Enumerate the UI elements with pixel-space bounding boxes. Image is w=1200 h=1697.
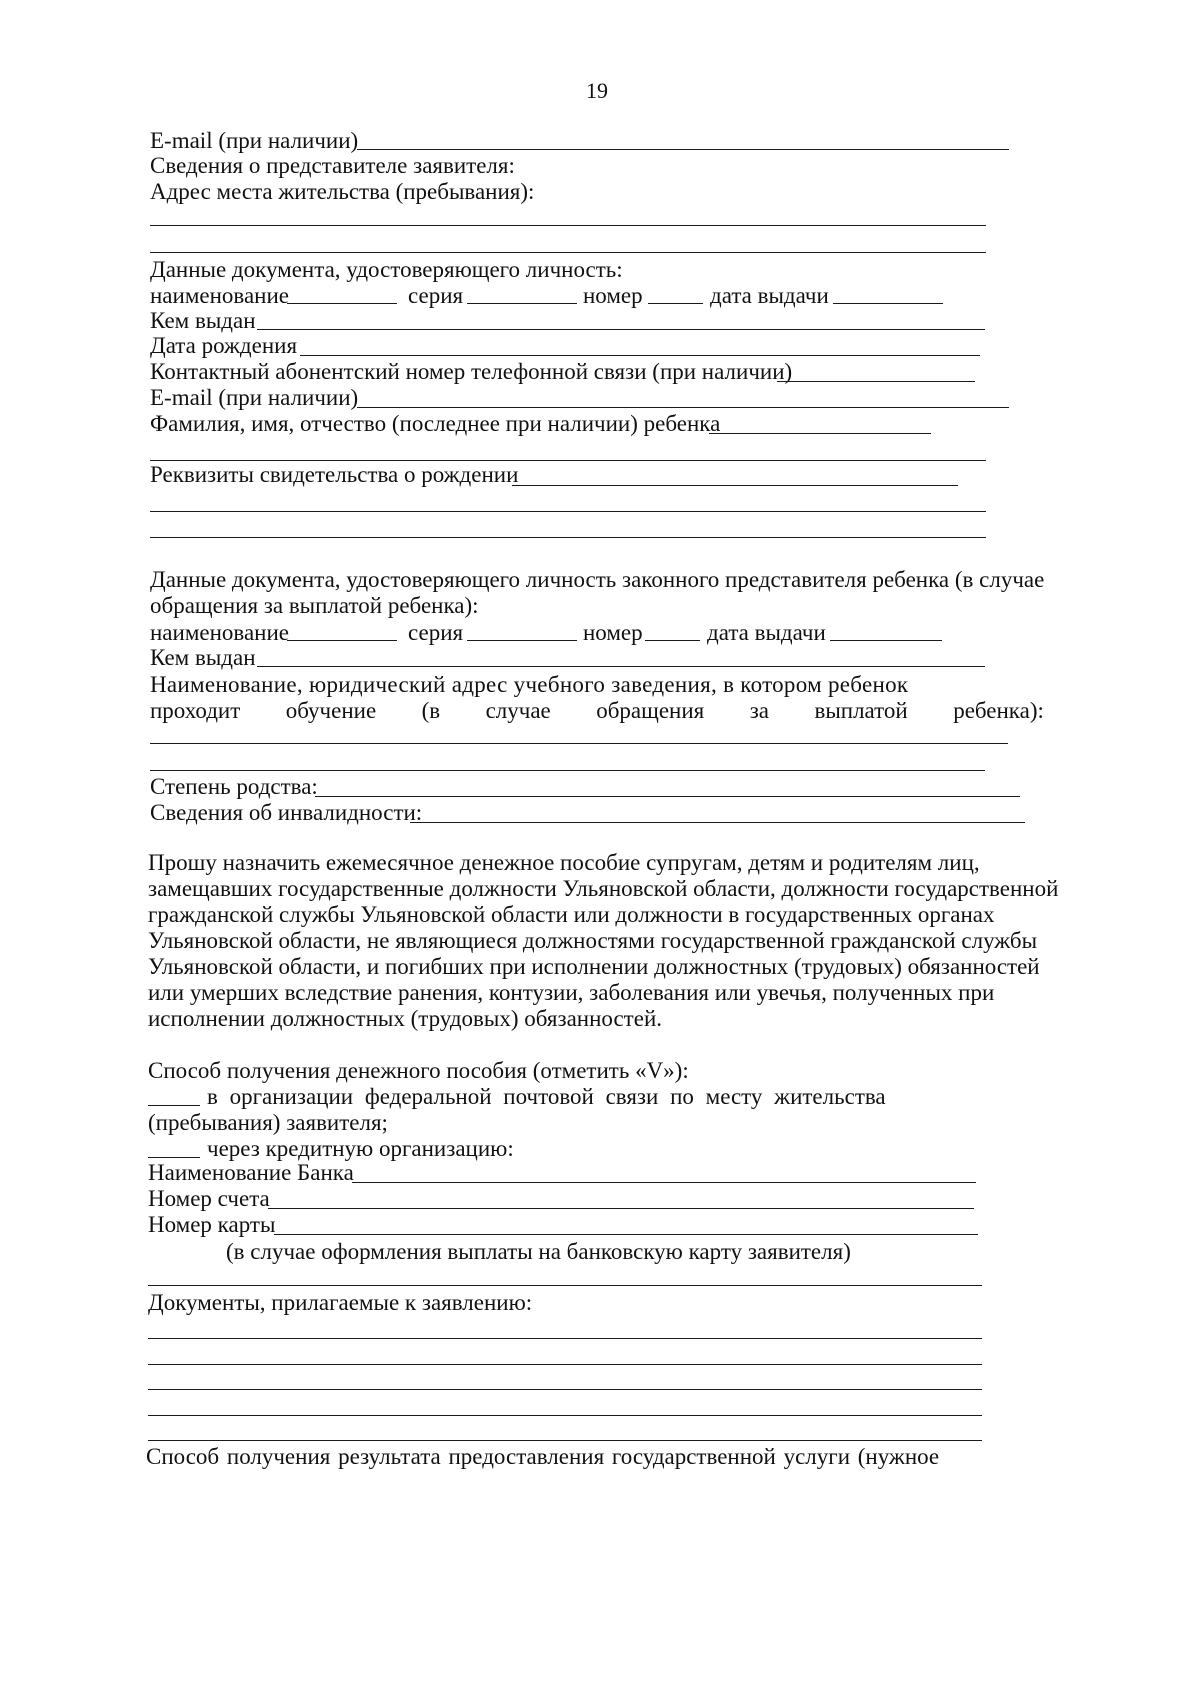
school-label-word: ребенка): bbox=[953, 698, 1044, 723]
phone-label: Контактный абонентский номер телефонной связи (при наличии) bbox=[150, 359, 793, 384]
child-name-label: Фамилия, имя, отчество (последнее при наличии) ребенка bbox=[150, 411, 721, 436]
guardian-doc-heading-line-2: обращения за выплатой ребенка): bbox=[150, 593, 479, 618]
page-number: 19 bbox=[586, 78, 608, 103]
request-line-7: исполнении должностных (трудовых) обязанностей. bbox=[148, 1006, 662, 1031]
disability-label: Сведения об инвалидности: bbox=[150, 800, 423, 825]
school-label-word: выплатой bbox=[814, 698, 908, 723]
guardian-doc-issued-by-field[interactable] bbox=[257, 666, 985, 667]
request-line-1: Прошу назначить ежемесячное денежное пособие супругам, детям и родителям лиц, bbox=[148, 850, 980, 875]
guardian-doc-name-field[interactable] bbox=[287, 640, 397, 641]
request-line-2: замещавших государственные должности Ульяновской области, должности государственной bbox=[148, 876, 1059, 901]
address-field-line-1[interactable] bbox=[150, 225, 986, 226]
bank-name-field[interactable] bbox=[352, 1182, 976, 1183]
address-field-line-2[interactable] bbox=[150, 252, 986, 253]
id-doc-name-field[interactable] bbox=[287, 303, 397, 304]
school-field-line-2[interactable] bbox=[150, 770, 985, 771]
guardian-doc-number-label: номер bbox=[583, 620, 643, 645]
school-label-word: (в bbox=[421, 698, 441, 723]
guardian-doc-heading-line-1: Данные документа, удостоверяющего личность законного представителя ребенка (в случае bbox=[150, 567, 1045, 592]
card-note: (в случае оформления выплаты на банковскую карту заявителя) bbox=[226, 1239, 851, 1264]
guardian-doc-name-label: наименование bbox=[150, 620, 289, 645]
address-label: Адрес места жительства (пребывания): bbox=[150, 179, 535, 204]
request-line-6: или умерших вследствие ранения, контузии, заболевания или увечья, полученных при bbox=[148, 980, 995, 1005]
id-doc-issued-by-field[interactable] bbox=[257, 329, 985, 330]
id-doc-number-field[interactable] bbox=[648, 303, 703, 304]
birth-cert-field[interactable] bbox=[512, 485, 958, 486]
school-label-word: проходит bbox=[150, 698, 241, 723]
representative-email-label: E-mail (при наличии) bbox=[150, 385, 359, 410]
bank-name-label: Наименование Банка bbox=[148, 1160, 354, 1185]
child-name-field-line-2[interactable] bbox=[150, 460, 986, 461]
guardian-doc-series-label: серия bbox=[408, 620, 464, 645]
request-line-4: Ульяновской области, не являющиеся должностями государственной гражданской службы bbox=[148, 928, 1038, 953]
id-doc-series-field[interactable] bbox=[467, 303, 577, 304]
post-option-checkbox[interactable] bbox=[148, 1105, 200, 1106]
kinship-field[interactable] bbox=[315, 796, 1020, 797]
card-field[interactable] bbox=[274, 1234, 978, 1235]
birth-date-label: Дата рождения bbox=[150, 333, 298, 358]
guardian-doc-number-field[interactable] bbox=[645, 640, 700, 641]
guardian-doc-issue-date-field[interactable] bbox=[830, 640, 942, 641]
id-doc-issue-date-field[interactable] bbox=[833, 303, 943, 304]
child-name-field[interactable] bbox=[709, 433, 931, 434]
card-label: Номер карты bbox=[148, 1212, 276, 1237]
birth-cert-field-line-2[interactable] bbox=[150, 511, 986, 512]
kinship-label: Степень родства: bbox=[150, 774, 318, 799]
account-field[interactable] bbox=[268, 1208, 974, 1209]
attachments-field-line-2[interactable] bbox=[148, 1364, 982, 1365]
id-doc-issue-date-label: дата выдачи bbox=[710, 283, 829, 308]
applicant-email-label: E-mail (при наличии) bbox=[150, 128, 359, 153]
representative-email-field[interactable] bbox=[357, 407, 1009, 408]
applicant-email-field[interactable] bbox=[357, 149, 1009, 150]
attachments-field-line-1[interactable] bbox=[148, 1338, 982, 1339]
school-label-word: обучение bbox=[285, 698, 377, 723]
school-field-line-1[interactable] bbox=[150, 743, 1008, 744]
post-option-line-2: (пребывания) заявителя; bbox=[148, 1110, 388, 1135]
birth-date-field[interactable] bbox=[300, 355, 980, 356]
school-label-word: обращения bbox=[596, 698, 705, 723]
bank-option-label: через кредитную организацию: bbox=[207, 1136, 514, 1161]
birth-cert-label: Реквизиты свидетельства о рождении bbox=[150, 462, 519, 487]
result-method-label: Способ получения результата предоставления государственной услуги (нужное bbox=[146, 1444, 940, 1469]
id-doc-name-label: наименование bbox=[150, 283, 289, 308]
guardian-doc-issued-by-label: Кем выдан bbox=[150, 645, 256, 670]
phone-field[interactable] bbox=[777, 381, 975, 382]
school-label-word: случае bbox=[485, 698, 551, 723]
school-label-line-1: Наименование, юридический адрес учебного заведения, в котором ребенок bbox=[150, 672, 909, 697]
birth-cert-field-line-3[interactable] bbox=[150, 537, 986, 538]
id-doc-heading: Данные документа, удостоверяющего личность: bbox=[150, 257, 623, 282]
bank-option-checkbox[interactable] bbox=[148, 1157, 200, 1158]
post-option-line-1: в организации федеральной почтовой связи по месту жительства bbox=[207, 1084, 886, 1109]
guardian-doc-issue-date-label: дата выдачи bbox=[707, 620, 826, 645]
representative-heading: Сведения о представителе заявителя: bbox=[150, 153, 515, 178]
payment-extra-field[interactable] bbox=[148, 1285, 982, 1286]
request-line-3: гражданской службы Ульяновской области или должности в государственных органах bbox=[148, 902, 995, 927]
attachments-label: Документы, прилагаемые к заявлению: bbox=[148, 1290, 533, 1315]
id-doc-number-label: номер bbox=[583, 283, 643, 308]
attachments-field-line-3[interactable] bbox=[148, 1389, 982, 1390]
guardian-doc-series-field[interactable] bbox=[467, 640, 577, 641]
school-label-word: за bbox=[749, 698, 769, 723]
id-doc-series-label: серия bbox=[408, 283, 464, 308]
payment-heading: Способ получения денежного пособия (отметить «V»): bbox=[148, 1058, 689, 1083]
attachments-field-line-5[interactable] bbox=[148, 1440, 982, 1441]
request-line-5: Ульяновской области, и погибших при исполнении должностных (трудовых) обязанностей bbox=[148, 954, 1040, 979]
school-label-line-2 bbox=[150, 698, 1044, 724]
attachments-field-line-4[interactable] bbox=[148, 1415, 982, 1416]
id-doc-issued-by-label: Кем выдан bbox=[150, 308, 256, 333]
disability-field[interactable] bbox=[410, 822, 1025, 823]
account-label: Номер счета bbox=[148, 1186, 270, 1211]
